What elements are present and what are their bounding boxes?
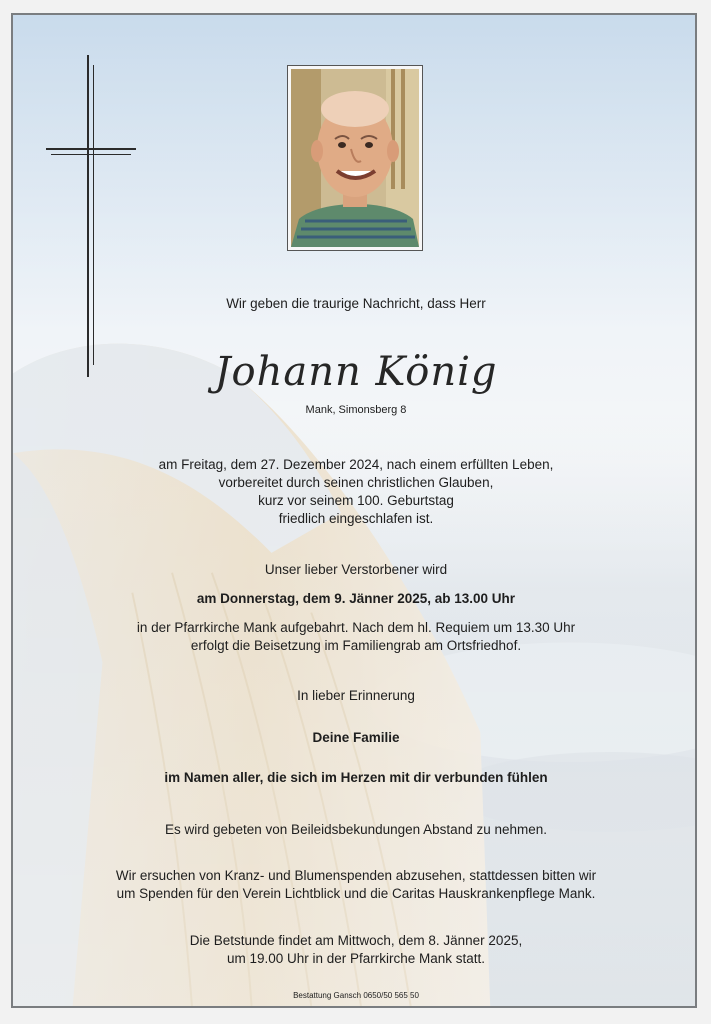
death-line: am Freitag, dem 27. Dezember 2024, nach einem erfüllten Leben, [158, 457, 554, 472]
footer-text: Bestattung Gansch 0650/50 565 50 [293, 991, 419, 1000]
viewing-line: erfolgt die Beisetzung im Familiengrab am Ortsfriedhof. [190, 638, 522, 653]
family-sub-text: im Namen aller, die sich im Herzen mit dir verbunden fühlen [164, 770, 548, 785]
deceased-line: Unser lieber Verstorbener wird [264, 562, 448, 577]
intro-text: Wir geben die traurige Nachricht, dass Herr [226, 296, 486, 311]
deceased-name: Johann König [214, 349, 498, 395]
memory-text: In lieber Erinnerung [297, 688, 415, 703]
viewing-date: am Donnerstag, dem 9. Jänner 2025, ab 13.00 Uhr [196, 591, 516, 606]
viewing-info [13, 619, 697, 655]
family-text: Deine Familie [312, 730, 400, 745]
death-line: friedlich eingeschlafen ist. [278, 511, 434, 526]
obituary-card [11, 13, 697, 1008]
donation-info [13, 867, 697, 903]
death-line: kurz vor seinem 100. Geburtstag [258, 493, 454, 508]
death-notice [13, 456, 697, 528]
donation-line: um Spenden für den Verein Lichtblick und die Caritas Hauskrankenpflege Mank. [116, 886, 596, 901]
prayer-info [13, 932, 697, 968]
portrait-image [291, 69, 419, 247]
prayer-line: um 19.00 Uhr in der Pfarrkirche Mank statt. [226, 951, 486, 966]
donation-line: Wir ersuchen von Kranz- und Blumenspenden abzusehen, stattdessen bitten wir [115, 868, 597, 883]
condolence-text: Es wird gebeten von Beileidsbekundungen Abstand zu nehmen. [164, 822, 548, 837]
address-text: Mank, Simonsberg 8 [305, 404, 407, 416]
death-line: vorbereitet durch seinen christlichen Glauben, [218, 475, 494, 490]
portrait-photo [287, 65, 423, 251]
prayer-line: Die Betstunde findet am Mittwoch, dem 8. Jänner 2025, [189, 933, 523, 948]
viewing-line: in der Pfarrkirche Mank aufgebahrt. Nach dem hl. Requiem um 13.30 Uhr [136, 620, 576, 635]
